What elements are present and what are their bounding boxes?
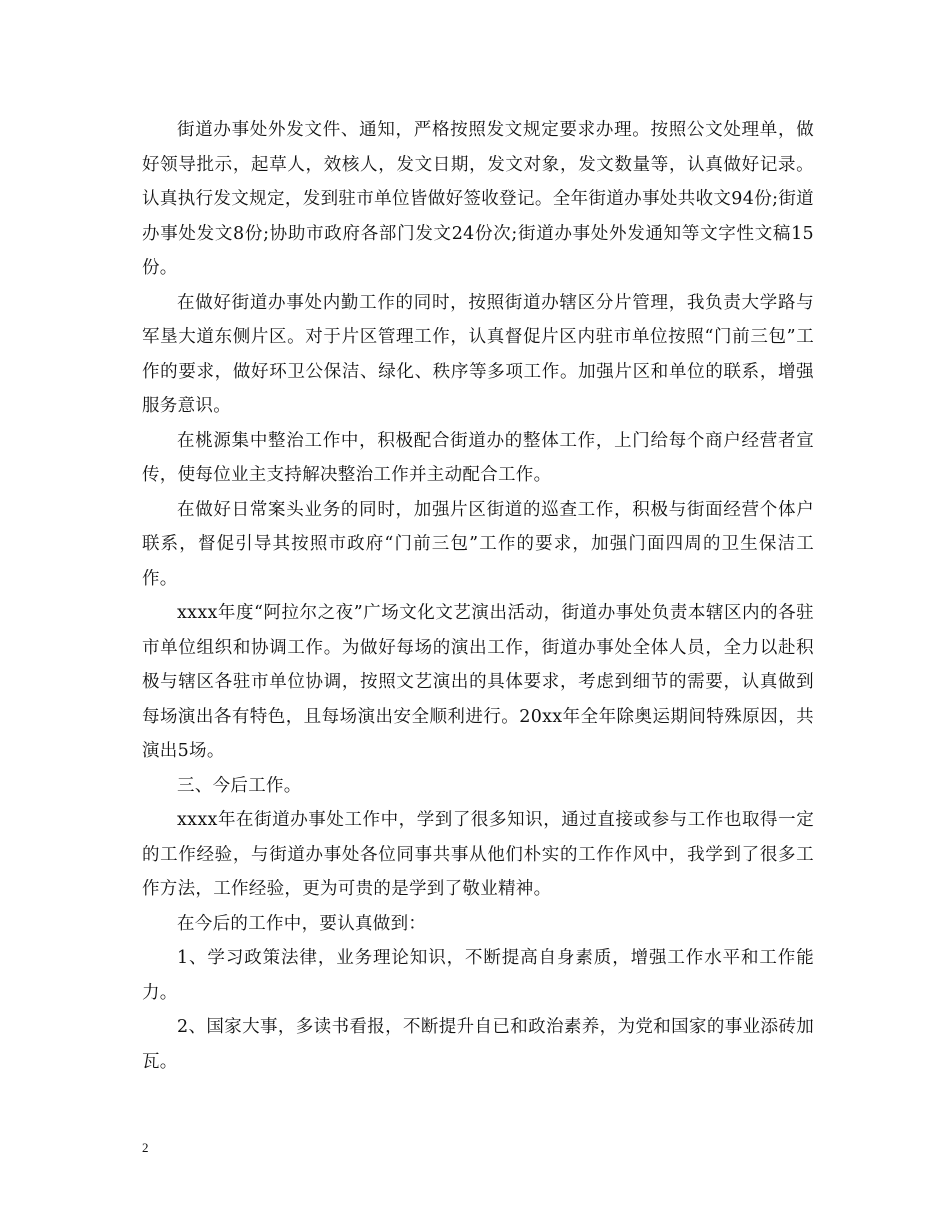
- paragraph-outgoing-documents: 街道办事处外发文件、通知，严格按照发文规定要求办理。按照公文处理单，做好领导批示，起草人，效核人，发文日期，发文对象，发文数量等，认真做好记录。认真执行发文规定，发到驻市单位皆做好签收登记。全年街道办事处共收文94份;街道办事处发文8份;协助市政府各部门发文24份次;街道办事处外发通知等文字性文稿15份。: [142, 120, 814, 278]
- paragraph-taoyuan-rectification: 在桃源集中整治工作中，积极配合街道办的整体工作，上门给每个商户经营者宣传，使每位业主支持解决整治工作并主动配合工作。: [142, 430, 814, 485]
- paragraph-lessons-learned: xxxx年在街道办事处工作中，学到了很多知识，通过直接或参与工作也取得一定的工作经验，与街道办事处各位同事共事从他们朴实的工作作风中，我学到了很多工作方法，工作经验，更为可贵的是学到了敬业精神。: [142, 810, 814, 899]
- paragraph-street-patrol: 在做好日常案头业务的同时，加强片区街道的巡查工作，积极与街面经营个体户联系，督促引导其按照市政府“门前三包”工作的要求，加强门面四周的卫生保洁工作。: [142, 499, 814, 589]
- paragraph-future-intro: 在今后的工作中，要认真做到：: [177, 913, 427, 934]
- paragraph-alar-night-performances: xxxx年度“阿拉尔之夜”广场文化文艺演出活动，街道办事处负责本辖区内的各驻市单位组织和协调工作。为做好每场的演出工作，街道办事处全体人员，全力以赴积极与辖区各驻市单位协调，按照文艺演出的具体要求，考虑到细节的需要，认真做到每场演出各有特色，且每场演出安全顺利进行。20xx年全年除奥运期间特殊原因，共演出5场。: [142, 603, 814, 761]
- section-heading-future-work: 三、今后工作。: [177, 775, 302, 796]
- document-body: [142, 113, 814, 1079]
- page-number: 2: [142, 1140, 149, 1155]
- list-item-2: 2、国家大事，多读书看报，不断提升自已和政治素养，为党和国家的事业添砖加瓦。: [142, 1017, 814, 1072]
- paragraph-district-management: 在做好街道办事处内勤工作的同时，按照街道办辖区分片管理，我负责大学路与军垦大道东侧片区。对于片区管理工作，认真督促片区内驻市单位按照“门前三包”工作的要求，做好环卫公保洁、绿化、秩序等多项工作。加强片区和单位的联系，增强服务意识。: [142, 292, 814, 416]
- list-item-1: 1、学习政策法律，业务理论知识，不断提高自身素质，增强工作水平和工作能力。: [142, 948, 814, 1003]
